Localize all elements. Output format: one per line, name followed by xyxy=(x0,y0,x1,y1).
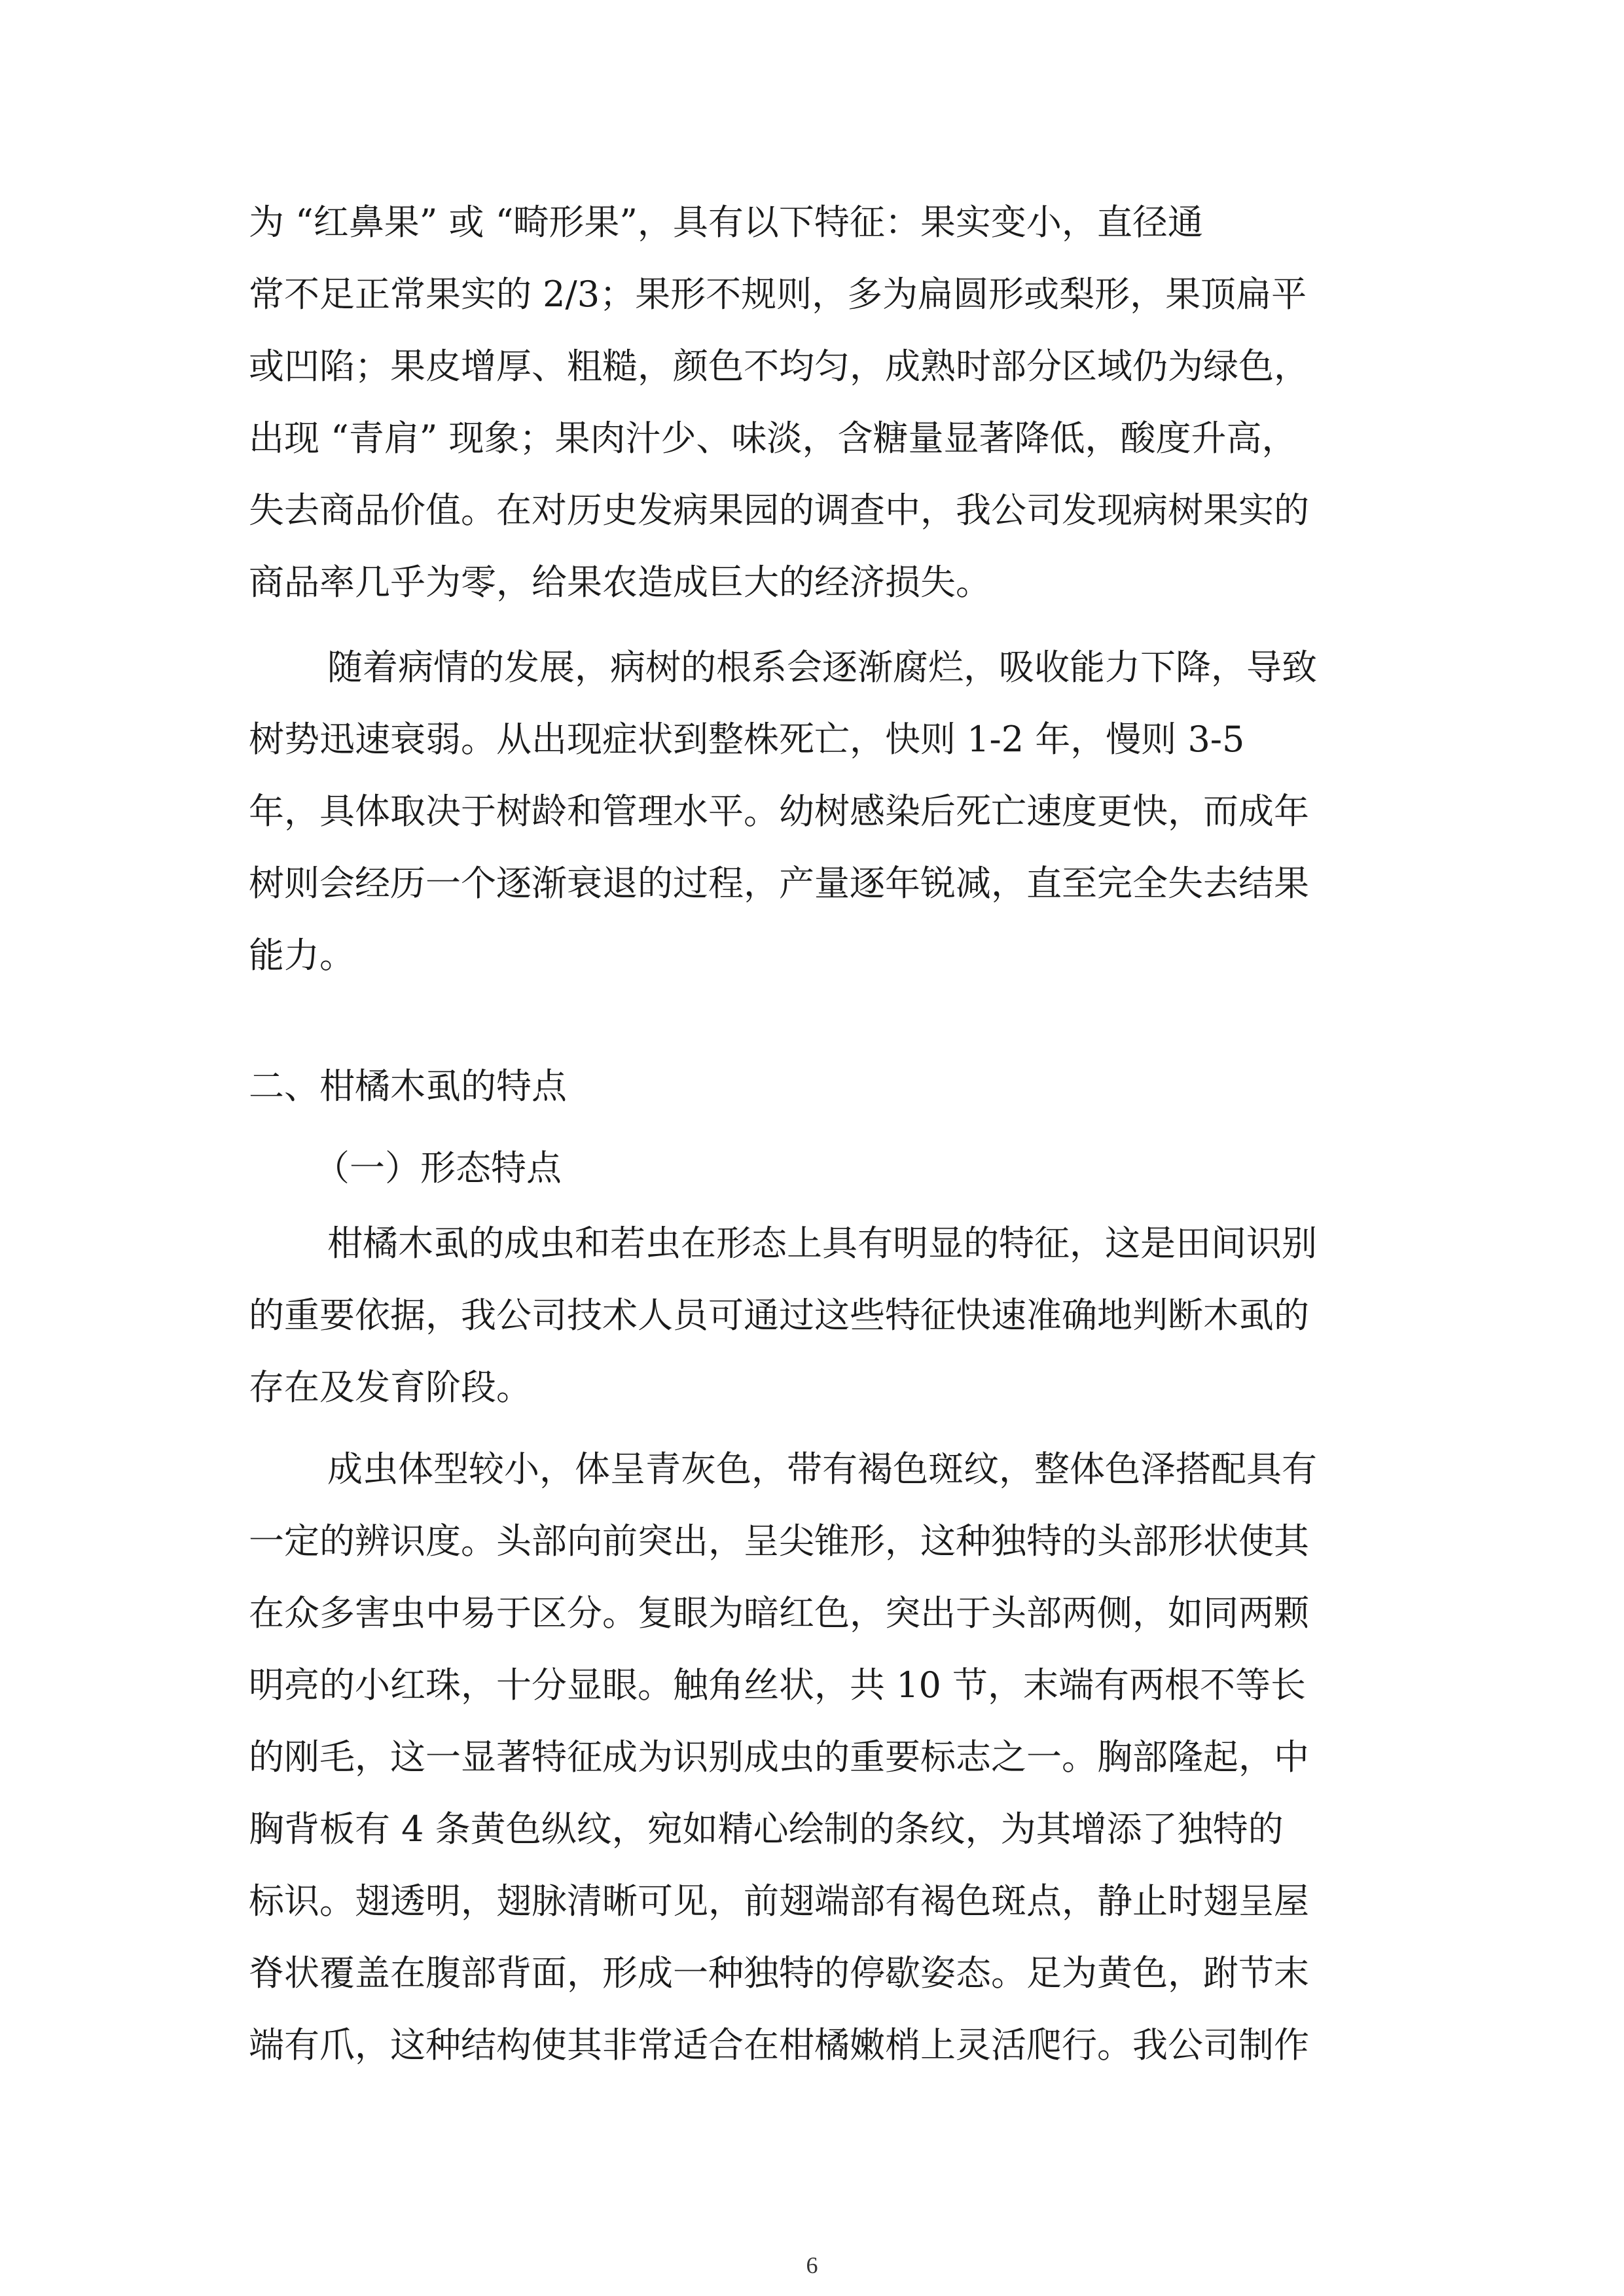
text-line: 端有爪，这种结构使其非常适合在柑橘嫩梢上灵活爬行。我公司制作 xyxy=(249,2024,1309,2066)
text-line: 存在及发育阶段。 xyxy=(249,1367,532,1408)
text-line: 失去商品价值。在对历史发病果园的调查中，我公司发现病树果实的 xyxy=(249,490,1309,531)
text-line: 的刚毛，这一显著特征成为识别成虫的重要标志之一。胸部隆起，中 xyxy=(249,1736,1309,1778)
text-line: 的重要依据，我公司技术人员可通过这些特征快速准确地判断木虱的 xyxy=(249,1295,1309,1336)
text-line: 在众多害虫中易于区分。复眼为暗红色，突出于头部两侧，如同两颗 xyxy=(249,1592,1309,1634)
text-line: 随着病情的发展，病树的根系会逐渐腐烂，吸收能力下降，导致 xyxy=(327,647,1317,688)
text-line: 一定的辨识度。头部向前突出，呈尖锥形，这种独特的头部形状使其 xyxy=(249,1520,1309,1562)
section-heading: 二、柑橘木虱的特点 xyxy=(249,1066,567,1107)
text-line: 脊状覆盖在腹部背面，形成一种独特的停歇姿态。足为黄色，跗节末 xyxy=(249,1952,1309,1994)
text-line: 或凹陷；果皮增厚、粗糙，颜色不均匀，成熟时部分区域仍为绿色， xyxy=(249,346,1309,387)
text-line: 树势迅速衰弱。从出现症状到整株死亡，快则 1-2 年，慢则 3-5 xyxy=(249,719,1245,760)
text-line: 常不足正常果实的 2/3；果形不规则，多为扁圆形或梨形，果顶扁平 xyxy=(249,274,1307,315)
text-line: 成虫体型较小，体呈青灰色，带有褐色斑纹，整体色泽搭配具有 xyxy=(327,1448,1317,1490)
text-line: 出现 “青肩” 现象；果肉汁少、味淡，含糖量显著降低，酸度升高， xyxy=(249,418,1297,459)
text-line: 树则会经历一个逐渐衰退的过程，产量逐年锐减，直至完全失去结果 xyxy=(249,863,1309,904)
subsection-heading: （一）形态特点 xyxy=(314,1147,562,1189)
text-line: 年，具体取决于树龄和管理水平。幼树感染后死亡速度更快，而成年 xyxy=(249,791,1309,832)
text-line: 能力。 xyxy=(249,935,355,976)
text-line: 标识。翅透明，翅脉清晰可见，前翅端部有褐色斑点，静止时翅呈屋 xyxy=(249,1880,1309,1922)
text-line: 明亮的小红珠，十分显眼。触角丝状，共 10 节，末端有两根不等长 xyxy=(249,1664,1307,1706)
text-line: 柑橘木虱的成虫和若虫在形态上具有明显的特征，这是田间识别 xyxy=(327,1223,1317,1264)
text-line: 为 “红鼻果” 或 “畸形果”，具有以下特征：果实变小，直径通 xyxy=(249,202,1203,243)
page-number: 6 xyxy=(806,2252,818,2278)
text-line: 胸背板有 4 条黄色纵纹，宛如精心绘制的条纹，为其增添了独特的 xyxy=(249,1808,1284,1850)
text-line: 商品率几乎为零，给果农造成巨大的经济损失。 xyxy=(249,562,991,603)
